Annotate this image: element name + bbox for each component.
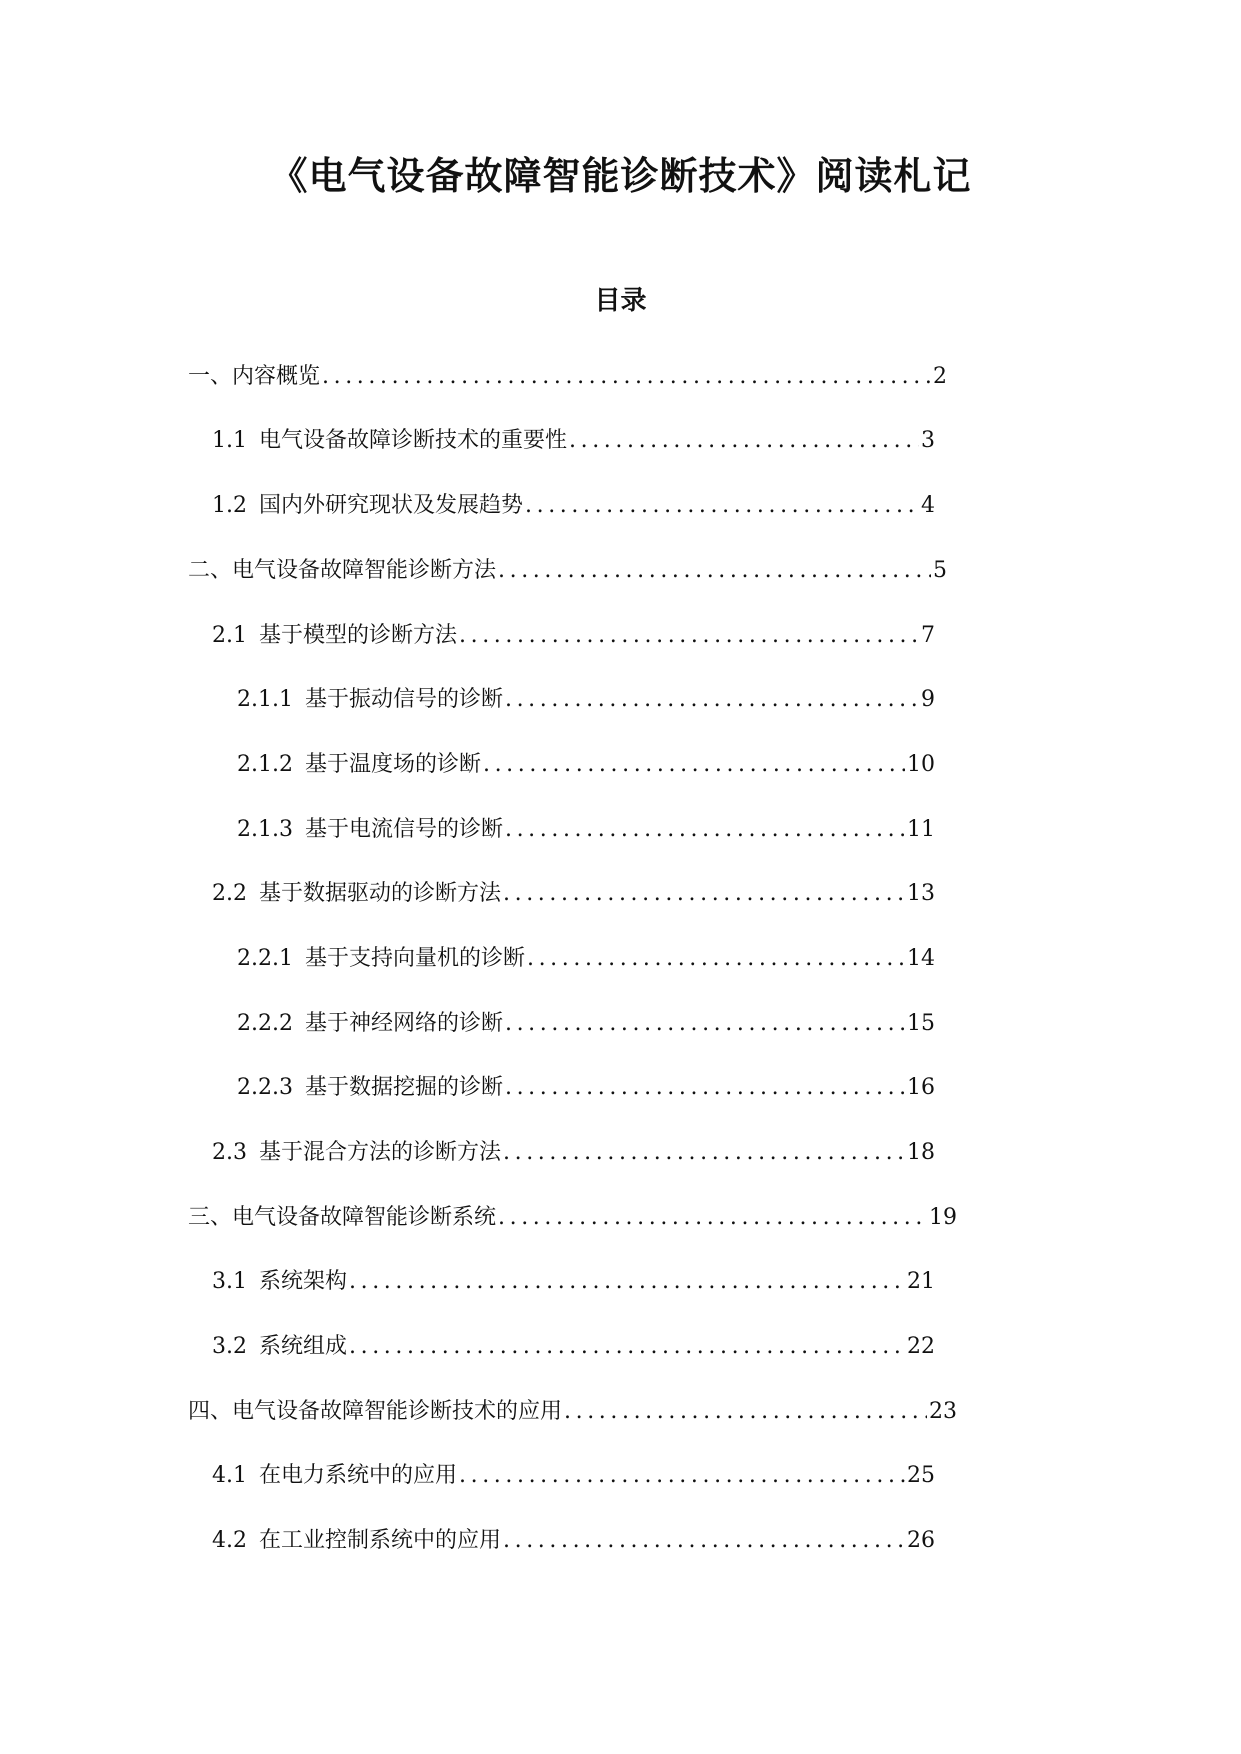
toc-entry-text: 基于数据驱动的诊断方法 — [259, 881, 502, 906]
toc-entry-text: 基于模型的诊断方法 — [259, 623, 458, 648]
toc-entry-text: 基于电流信号的诊断 — [304, 817, 503, 842]
toc-leader-dots — [505, 815, 905, 845]
toc-page-number: 22 — [907, 1334, 935, 1359]
toc-leader-dots — [459, 621, 919, 651]
toc-entry-number: 3.1 — [212, 1269, 247, 1294]
toc-entry-3-2[interactable] — [212, 1322, 935, 1362]
toc-leader-dots — [349, 1332, 905, 1362]
toc-entry-number: 2.1.2 — [237, 752, 293, 777]
toc-entry-text: 四、电气设备故障智能诊断技术的应用 — [188, 1399, 563, 1424]
toc-leader-dots — [505, 1073, 905, 1103]
toc-entry-number: 4.1 — [212, 1463, 247, 1488]
toc-entry-2-1-2[interactable] — [237, 740, 935, 780]
toc-page-number: 9 — [921, 687, 935, 712]
toc-entry-number: 2.1.1 — [237, 687, 293, 712]
toc-heading: 目录 — [594, 286, 647, 316]
toc-page-number: 15 — [907, 1011, 935, 1036]
toc-entry-2-1-3[interactable] — [237, 805, 935, 845]
toc-page-number: 14 — [907, 946, 935, 971]
toc-page-number: 4 — [921, 493, 935, 518]
toc-entry-4[interactable] — [188, 1387, 957, 1427]
toc-entry-number: 2.1 — [212, 623, 247, 648]
toc-leader-dots — [503, 879, 905, 909]
toc-entry-2-2-2[interactable] — [237, 999, 935, 1039]
toc-entry-text: 三、电气设备故障智能诊断系统 — [188, 1205, 497, 1230]
toc-entry-text: 基于数据挖掘的诊断 — [304, 1075, 503, 1100]
toc-leader-dots — [505, 1009, 905, 1039]
toc-entry-1[interactable] — [188, 352, 947, 392]
toc-leader-dots — [503, 1526, 905, 1556]
toc-entry-text: 在工业控制系统中的应用 — [259, 1528, 502, 1553]
toc-entry-text: 国内外研究现状及发展趋势 — [259, 493, 524, 518]
toc-page-number: 26 — [907, 1528, 935, 1553]
toc-leader-dots — [503, 1138, 905, 1168]
toc-entry-number: 1.1 — [212, 428, 247, 453]
toc-entry-text: 一、内容概览 — [188, 364, 321, 389]
toc-entry-number: 3.2 — [212, 1334, 247, 1359]
toc-entry-text: 二、电气设备故障智能诊断方法 — [188, 558, 497, 583]
toc-entry-number: 4.2 — [212, 1528, 247, 1553]
toc-page-number: 21 — [907, 1269, 935, 1294]
toc-entry-text: 基于支持向量机的诊断 — [304, 946, 525, 971]
toc-entry-text: 电气设备故障诊断技术的重要性 — [259, 428, 568, 453]
toc-entry-number: 2.3 — [212, 1140, 247, 1165]
toc-leader-dots — [525, 491, 919, 521]
toc-page-number: 7 — [921, 623, 935, 648]
toc-entry-number: 2.2.3 — [237, 1075, 293, 1100]
toc-entry-4-1[interactable] — [212, 1451, 935, 1491]
toc-entry-2[interactable] — [188, 546, 947, 586]
toc-page-number: 23 — [929, 1399, 957, 1424]
toc-entry-2-1-1[interactable] — [237, 675, 935, 715]
toc-leader-dots — [459, 1461, 905, 1491]
toc-page-number: 16 — [907, 1075, 935, 1100]
toc-entry-1-1[interactable] — [212, 416, 935, 456]
toc-entry-2-2[interactable] — [212, 869, 935, 909]
toc-entry-3[interactable] — [188, 1193, 957, 1233]
toc-entry-2-2-3[interactable] — [237, 1063, 935, 1103]
toc-entry-text: 基于温度场的诊断 — [304, 752, 481, 777]
toc-entry-2-2-1[interactable] — [237, 934, 935, 974]
toc-leader-dots — [527, 944, 905, 974]
toc-page-number: 2 — [933, 364, 947, 389]
toc-leader-dots — [564, 1397, 927, 1427]
toc-leader-dots — [349, 1267, 905, 1297]
toc-page-number: 11 — [907, 817, 935, 842]
toc-entry-number: 2.2.1 — [237, 946, 293, 971]
toc-entry-text: 基于振动信号的诊断 — [304, 687, 503, 712]
document-title: 《电气设备故障智能诊断技术》阅读札记 — [269, 154, 972, 198]
toc-entry-number: 1.2 — [212, 493, 247, 518]
toc-page-number: 25 — [907, 1463, 935, 1488]
toc-entry-2-3[interactable] — [212, 1128, 935, 1168]
toc-leader-dots — [498, 1203, 927, 1233]
toc-leader-dots — [483, 750, 905, 780]
toc-leader-dots — [322, 362, 931, 392]
toc-page-number: 13 — [907, 881, 935, 906]
toc-entry-number: 2.2 — [212, 881, 247, 906]
toc-page-number: 5 — [933, 558, 947, 583]
toc-entry-4-2[interactable] — [212, 1516, 935, 1556]
toc-entry-text: 在电力系统中的应用 — [259, 1463, 458, 1488]
toc-leader-dots — [498, 556, 931, 586]
toc-page-number: 3 — [921, 428, 935, 453]
toc-page-number: 18 — [907, 1140, 935, 1165]
toc-entry-text: 基于混合方法的诊断方法 — [259, 1140, 502, 1165]
toc-entry-number: 2.2.2 — [237, 1011, 293, 1036]
toc-entry-text: 系统架构 — [259, 1269, 348, 1294]
toc-entry-2-1[interactable] — [212, 611, 935, 651]
toc-entry-text: 系统组成 — [259, 1334, 348, 1359]
toc-entry-1-2[interactable] — [212, 481, 935, 521]
toc-page-number: 19 — [929, 1205, 957, 1230]
toc-entry-number: 2.1.3 — [237, 817, 293, 842]
toc-page-number: 10 — [907, 752, 935, 777]
toc-leader-dots — [569, 426, 919, 456]
toc-entry-text: 基于神经网络的诊断 — [304, 1011, 503, 1036]
toc-leader-dots — [505, 685, 919, 715]
toc-entry-3-1[interactable] — [212, 1257, 935, 1297]
